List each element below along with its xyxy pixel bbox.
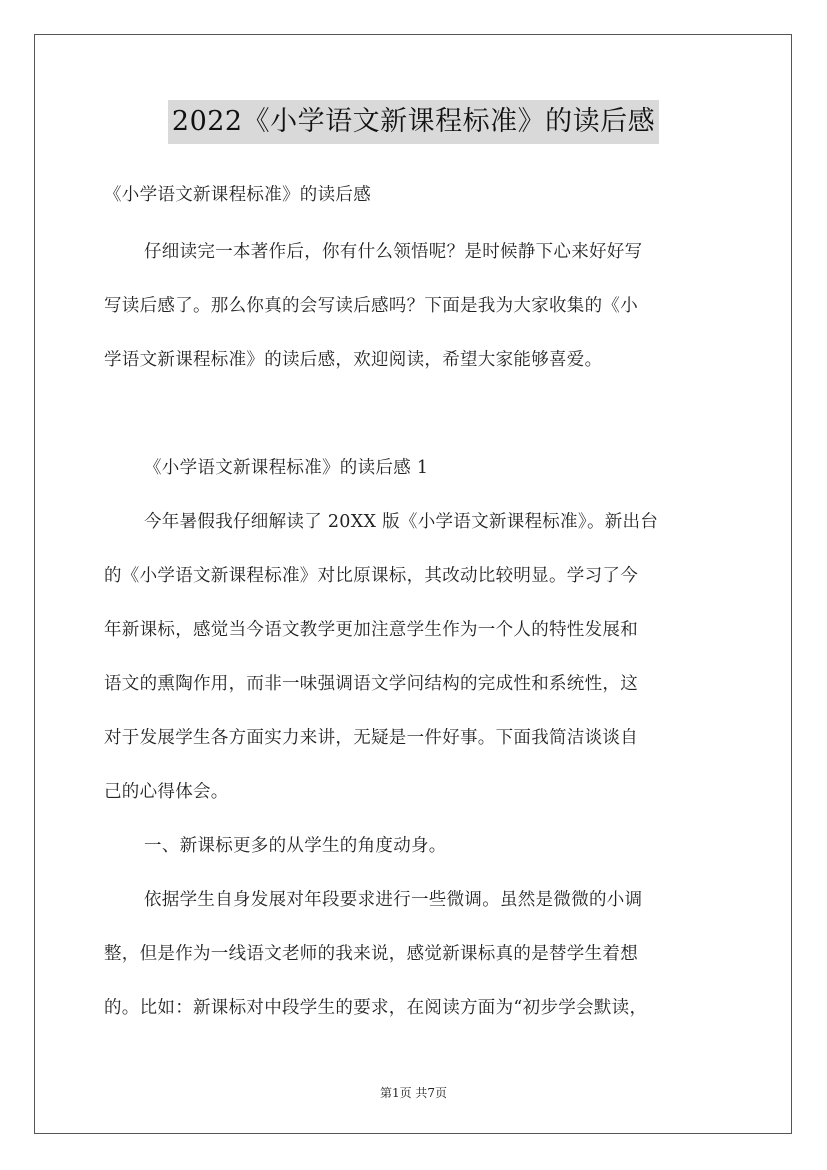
text-line: 对于发展学生各方面实力来讲，无疑是一件好事。下面我简洁谈谈自: [104, 728, 638, 748]
title-container: [0, 100, 827, 144]
text-line: 学语文新课程标准》的读后感，欢迎阅读，希望大家能够喜爱。: [104, 350, 603, 370]
text-line: 写读后感了。那么你真的会写读后感吗？下面是我为大家收集的《小: [104, 296, 638, 316]
text-line: 仔细读完一本著作后，你有什么领悟呢？是时候静下心来好好写: [144, 242, 643, 262]
subtitle-line: 《小学语文新课程标准》的读后感: [104, 185, 371, 205]
section-heading: 《小学语文新课程标准》的读后感 1: [144, 458, 429, 478]
text-line: 依据学生自身发展对年段要求进行一些微调。虽然是微微的小调: [144, 890, 643, 910]
text-line: 年新课标，感觉当今语文教学更加注意学生作为一个人的特性发展和: [104, 620, 638, 640]
text-line: 整，但是作为一线语文老师的我来说，感觉新课标真的是替学生着想: [104, 944, 638, 964]
page-footer: 第1页 共7页: [379, 1086, 448, 1100]
section-point: 一、新课标更多的从学生的角度动身。: [144, 836, 447, 856]
text-line: 语文的熏陶作用，而非一味强调语文学问结构的完成性和系统性，这: [104, 674, 638, 694]
text-line: 的。比如：新课标对中段学生的要求，在阅读方面为“初步学会默读，: [104, 998, 648, 1018]
text-line: 的《小学语文新课程标准》对比原课标，其改动比较明显。学习了今: [104, 566, 638, 586]
document-title: 2022《小学语文新课程标准》的读后感: [168, 100, 659, 144]
text-line: 己的心得体会。: [104, 782, 229, 802]
text-line: 今年暑假我仔细解读了 20XX 版《小学语文新课程标准》。新出台: [144, 512, 659, 532]
